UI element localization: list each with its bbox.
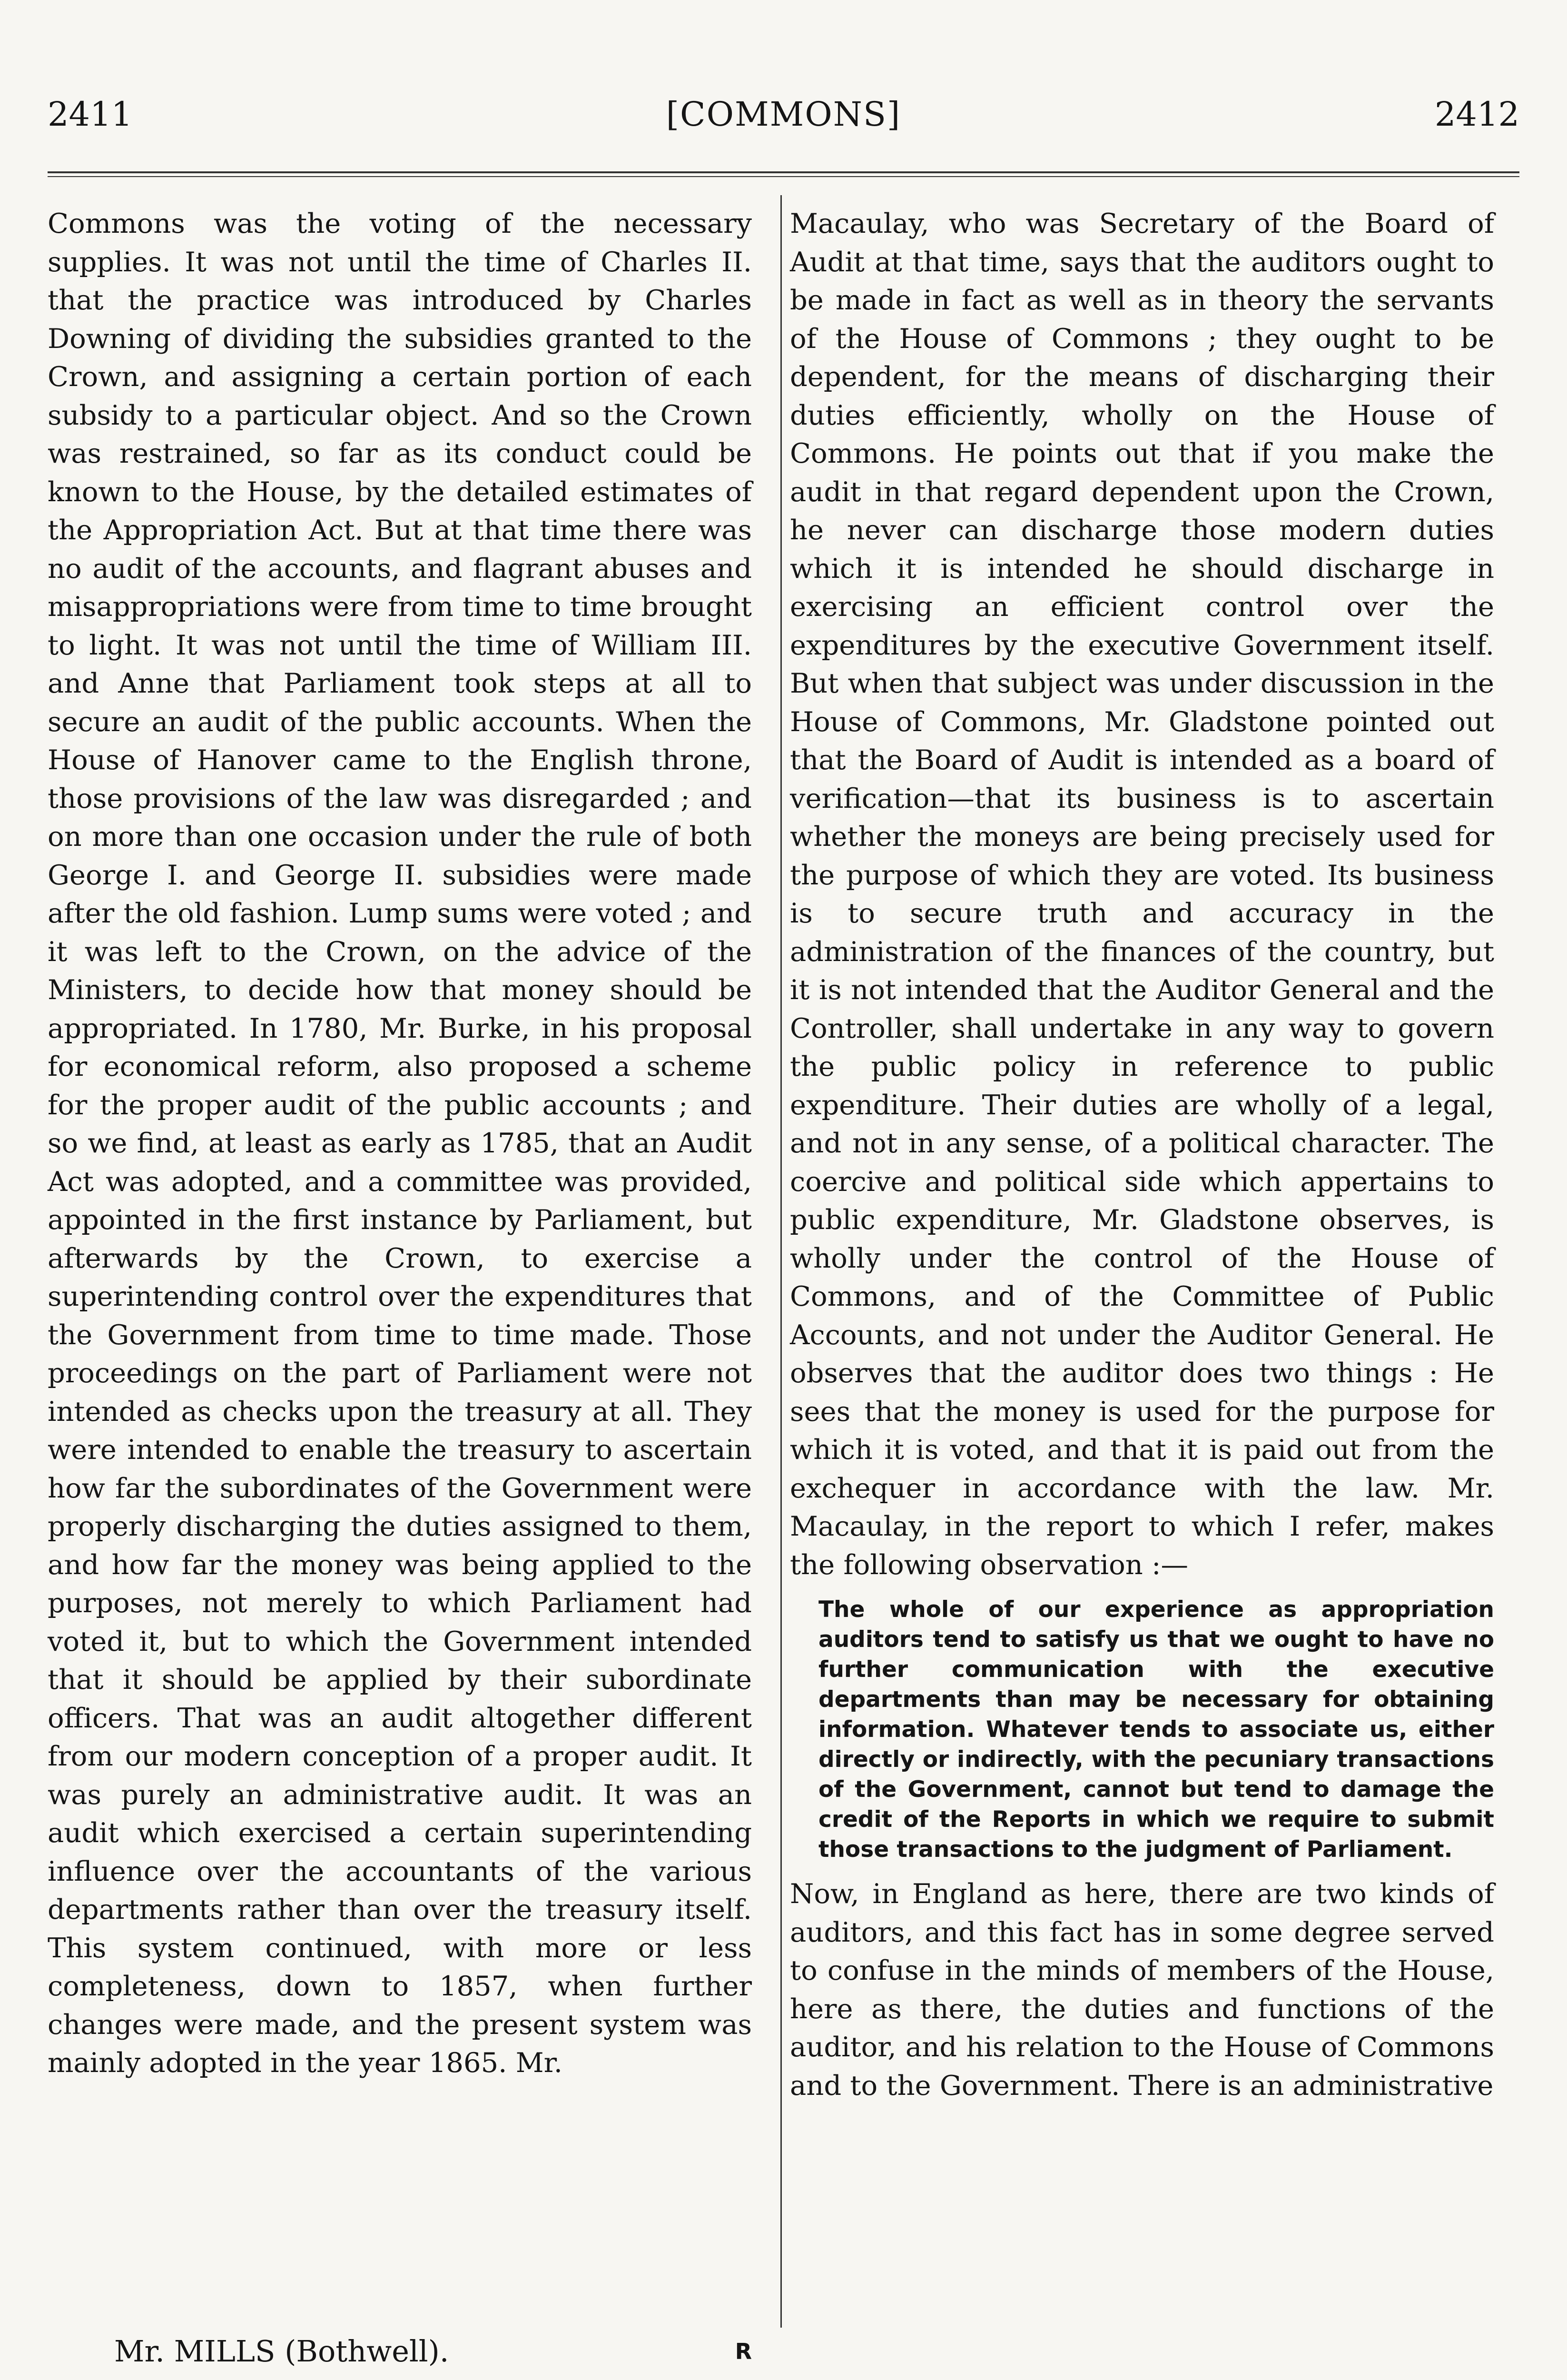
running-head: [COMMONS] (666, 95, 901, 134)
page-header (48, 93, 1519, 136)
left-column (48, 205, 752, 2082)
page-number-right: 2412 (1434, 95, 1519, 134)
right-column-paragraph-1: Macaulay, who was Secretary of the Board of Audit at that time, says that the auditors ought to be made in fact as well as in theory the servants of the House of Commons ; they ought to be dependent, for the means of discharging their duties efficiently, wholly on the House of Commons. He points out that if you make the audit in that regard dependent upon the Crown, he never can discharge those modern duties which it is intended he should discharge in exercising an efficient control over the expenditures by the executive Government itself. But when that subject was under discussion in the House of Commons, Mr. Gladstone pointed out that the Board of Audit is intended as a board of verification—that its business is to ascertain whether the moneys are being precisely used for the purpose of which they are voted. Its business is to secure truth and accuracy in the administration of the finances of the country, but it is not intended that the Auditor General and the Controller, shall undertake in any way to govern the public policy in reference to public expenditure. Their duties are wholly of a legal, and not in any sense, of a political character. The coercive and political side which appertains to public expenditure, Mr. Gladstone observes, is wholly under the control of the House of Commons, and of the Committee of Public Accounts, and not under the Auditor General. He observes that the auditor does two things : He sees that the money is used for the purpose for which it is voted, and that it is paid out from the exchequer in accordance with the law. Mr. Macaulay, in the report to which I refer, makes the following observation :— (790, 208, 1494, 1581)
block-quote: The whole of our experience as appropriation auditors tend to satisfy us that we ought to have no further communication with the executive departments than may be necessary for obtaining information. Whatever tends to associate us, either directly or indirectly, with the pecuniary transactions of the Government, cannot but tend to damage the credit of the Reports in which we require to submit those transactions to the judgment of Parliament. (818, 1597, 1494, 1863)
page-number-left: 2411 (48, 95, 133, 134)
header-rule (48, 171, 1519, 177)
speaker-name: Mr. MILLS (Bothwell). (114, 2334, 449, 2369)
right-column-paragraph-2: Now, in England as here, there are two kinds of auditors, and this fact has in some degree served to confuse in the minds of members of the House, here as there, the duties and functions of the auditor, and his relation to the House of Commons and to the Government. There is an administrative (790, 1878, 1494, 2102)
column-divider (780, 195, 782, 2328)
signature-mark: R (735, 2339, 752, 2364)
left-column-paragraph: Commons was the voting of the necessary supplies. It was not until the time of Charles II. that the practice was introduced by Charles Downing of dividing the subsidies granted to the Crown, and assigning a certain portion of each subsidy to a particular object. And so the Crown was restrained, so far as its conduct could be known to the House, by the detailed estimates of the Appropriation Act. But at that time there was no audit of the accounts, and flagrant abuses and misappropriations were from time to time brought to light. It was not until the time of William III. and Anne that Parliament took steps at all to secure an audit of the public accounts. When the House of Hanover came to the English throne, those provisions of the law was disregarded ; and on more than one occasion under the rule of both George I. and George II. subsidies were made after the old fashion. Lump sums were voted ; and it was left to the Crown, on the advice of the Ministers, to decide how that money should be appropriated. In 1780, Mr. Burke, in his proposal for economical reform, also proposed a scheme for the proper audit of the public accounts ; and so we find, at least as early as 1785, that an Audit Act was adopted, and a committee was provided, appointed in the first instance by Parliament, but afterwards by the Crown, to exercise a superintending control over the expenditures that the Government from time to time made. Those proceedings on the part of Parliament were not intended as checks upon the treasury at all. They were intended to enable the treasury to ascertain how far the subordinates of the Government were properly discharging the duties assigned to them, and how far the money was being applied to the purposes, not merely to which Parliament had voted it, but to which the Government intended that it should be applied by their subordinate officers. That was an audit altogether different from our modern conception of a proper audit. It was purely an administrative audit. It was an audit which exercised a certain superintending influence over the accountants of the various departments rather than over the treasury itself. This system continued, with more or less completeness, down to 1857, when further changes were made, and the present system was mainly adopted in the year 1865. Mr. (48, 208, 752, 2079)
right-column (790, 205, 1494, 2105)
page-footer (114, 2330, 752, 2373)
